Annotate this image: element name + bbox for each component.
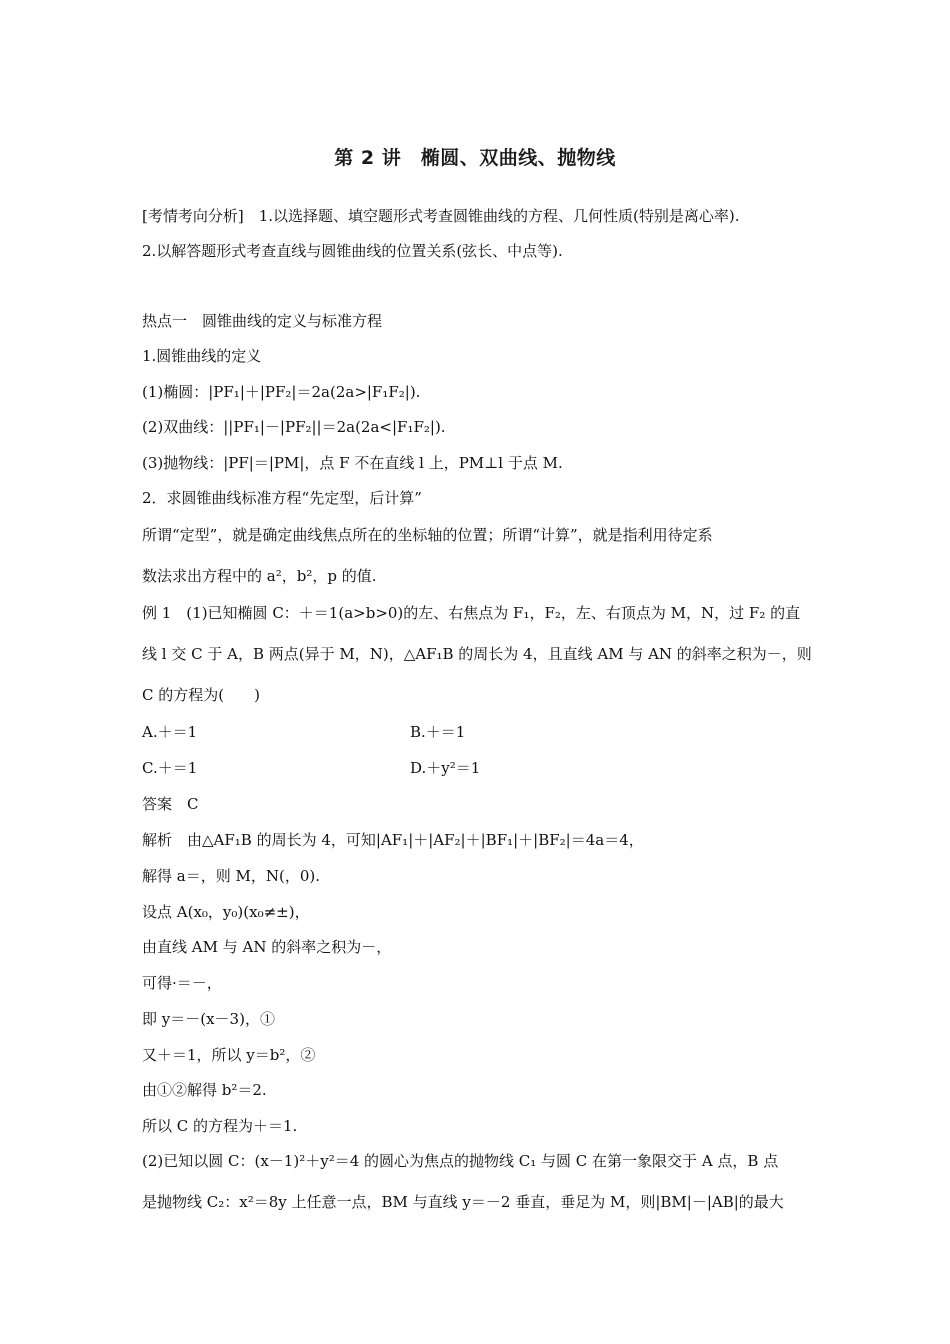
solution-line: 可得·＝－， — [142, 974, 222, 992]
solution-line: 解析 由△AF₁B 的周长为 4，可知|AF₁|＋|AF₂|＋|BF₁|＋|BF₂|＝4a＝4， — [142, 831, 644, 849]
example-line-3: C 的方程为( ) — [142, 686, 260, 704]
hyperbola-definition: (2)双曲线：||PF₁|－|PF₂||＝2a(2a<|F₁F₂|). — [142, 418, 446, 436]
example-part2-line-1: (2)已知以圆 C：(x－1)²＋y²＝4 的圆心为焦点的抛物线 C₁ 与圆 C 在第一象限交于 A 点，B 点 — [142, 1152, 779, 1170]
paragraph-line: 所谓“定型”，就是确定曲线焦点所在的坐标轴的位置；所谓“计算”，就是指利用待定系 — [142, 526, 713, 544]
solution-line: 即 y＝－(x－3)，① — [142, 1010, 275, 1028]
option-d: D.＋y²＝1 — [410, 759, 481, 777]
standard-equation-heading: 2．求圆锥曲线标准方程“先定型，后计算” — [142, 489, 422, 507]
ellipse-definition: (1)椭圆：|PF₁|＋|PF₂|＝2a(2a>|F₁F₂|). — [142, 383, 421, 401]
paragraph-line: 数法求出方程中的 a²，b²，p 的值. — [142, 567, 377, 585]
intro-line-1: [考情考向分析] 1.以选择题、填空题形式考查圆锥曲线的方程、几何性质(特别是离心率). — [142, 207, 740, 225]
solution-line: 由直线 AM 与 AN 的斜率之积为－， — [142, 938, 392, 956]
page-title: 第 2 讲 椭圆、双曲线、抛物线 — [334, 147, 616, 169]
solution-line: 又＋＝1，所以 y＝b²，② — [142, 1046, 316, 1064]
example-line-1: 例 1 (1)已知椭圆 C：＋＝1(a>b>0)的左、右焦点为 F₁，F₂，左、右顶点为 M，N，过 F₂ 的直 — [142, 604, 801, 622]
solution-line: 解得 a＝，则 M，N(，0). — [142, 867, 320, 885]
solution-line: 所以 C 的方程为＋＝1. — [142, 1117, 298, 1135]
option-c: C.＋＝1 — [142, 759, 198, 777]
solution-line: 由①②解得 b²＝2. — [142, 1081, 267, 1099]
solution-line: 设点 A(x₀，y₀)(x₀≠±)， — [142, 903, 310, 921]
option-b: B.＋＝1 — [410, 723, 466, 741]
section-heading: 热点一 圆锥曲线的定义与标准方程 — [142, 312, 383, 330]
option-a: A.＋＝1 — [142, 723, 198, 741]
definition-heading: 1.圆锥曲线的定义 — [142, 347, 262, 365]
example-line-2: 线 l 交 C 于 A，B 两点(异于 M，N)，△AF₁B 的周长为 4，且直线 AM 与 AN 的斜率之积为－，则 — [142, 645, 812, 663]
answer-line: 答案 C — [142, 795, 199, 813]
parabola-definition: (3)抛物线：|PF|＝|PM|，点 F 不在直线 l 上，PM⊥l 于点 M. — [142, 454, 563, 472]
example-part2-line-2: 是抛物线 C₂：x²＝8y 上任意一点，BM 与直线 y＝－2 垂直，垂足为 M，则|BM|－|AB|的最大 — [142, 1193, 784, 1211]
intro-line-2: 2.以解答题形式考查直线与圆锥曲线的位置关系(弦长、中点等). — [142, 242, 563, 260]
